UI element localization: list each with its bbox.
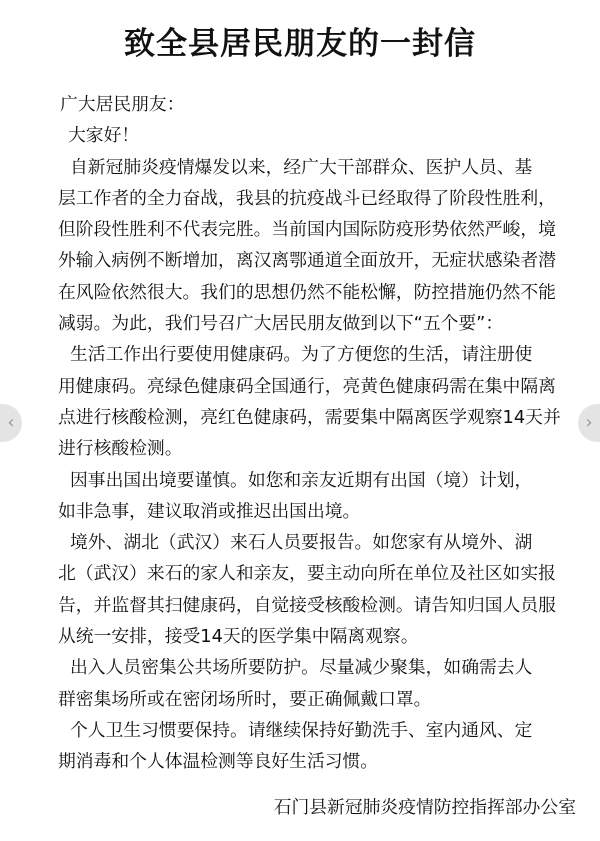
paragraph-line: 生活工作出行要使用健康码。为了方便您的生活，请注册使 [70,344,533,366]
paragraph-line: 层工作者的全力奋战，我县的抗疫战斗已经取得了阶段性胜利， [58,187,556,209]
paragraph-line: 群密集场所或在密闭场所时，要正确佩戴口罩。 [58,688,432,710]
paragraph-line: 外输入病例不断增加，离汉离鄂通道全面放开，无症状感染者潜 [58,250,556,272]
paragraph-line: 用健康码。亮绿色健康码全国通行，亮黄色健康码需在集中隔离 [58,375,556,397]
signature: 石门县新冠肺炎疫情防控指挥部办公室 [273,797,576,818]
chevron-right-icon: › [585,412,593,433]
paragraph-line: 北（武汉）来石的家人和亲友，要主动向所在单位及社区如实报 [58,563,556,585]
letter-body [58,89,578,778]
paragraph-line: 告，并监督其扫健康码，自觉接受核酸检测。请告知归国人员服 [58,594,556,616]
greeting-line: 广大居民朋友： [60,94,185,115]
paragraph-line: 减弱。为此，我们号召广大居民朋友做到以下“五个要”： [58,313,504,335]
paragraph-public-places [58,652,578,715]
paragraph-line: 在风险依然很大。我们的思想仍然不能松懈，防控措施仍然不能 [58,281,556,303]
paragraph-health-code [58,339,578,464]
paragraph-hygiene [58,715,578,778]
next-page-button[interactable] [578,404,600,442]
salutation-line: 大家好！ [68,125,140,147]
paragraph-line: 期消毒和个人体温检测等良好生活习惯。 [58,751,379,773]
paragraph-line: 出入人员密集公共场所要防护。尽量减少聚集，如确需去人 [70,657,533,679]
paragraph-line: 如非急事，建议取消或推迟出国出境。 [58,500,361,522]
letter-title: 致全县居民朋友的一封信 [124,26,476,62]
previous-page-button[interactable] [0,404,22,442]
paragraph-report-arrivals [58,527,578,652]
paragraph-line: 境外、湖北（武汉）来石人员要报告。如您家有从境外、湖 [70,532,533,554]
paragraph-line: 自新冠肺炎疫情爆发以来，经广大干部群众、医护人员、基 [70,156,533,178]
paragraph-line: 从统一安排，接受14天的医学集中隔离观察。 [58,626,419,648]
paragraph-line: 但阶段性胜利不代表完胜。当前国内国际防疫形势依然严峻，境 [58,219,556,241]
paragraph-line: 进行核酸检测。 [58,438,183,460]
paragraph-line: 个人卫生习惯要保持。请继续保持好勤洗手、室内通风、定 [70,719,533,741]
paragraph-travel-abroad [58,465,578,528]
paragraph-intro [58,152,578,340]
chevron-left-icon: ‹ [7,412,15,433]
paragraph-line: 点进行核酸检测，亮红色健康码，需要集中隔离医学观察14天并 [58,406,561,428]
paragraph-line: 因事出国出境要谨慎。如您和亲友近期有出国（境）计划， [70,469,533,491]
